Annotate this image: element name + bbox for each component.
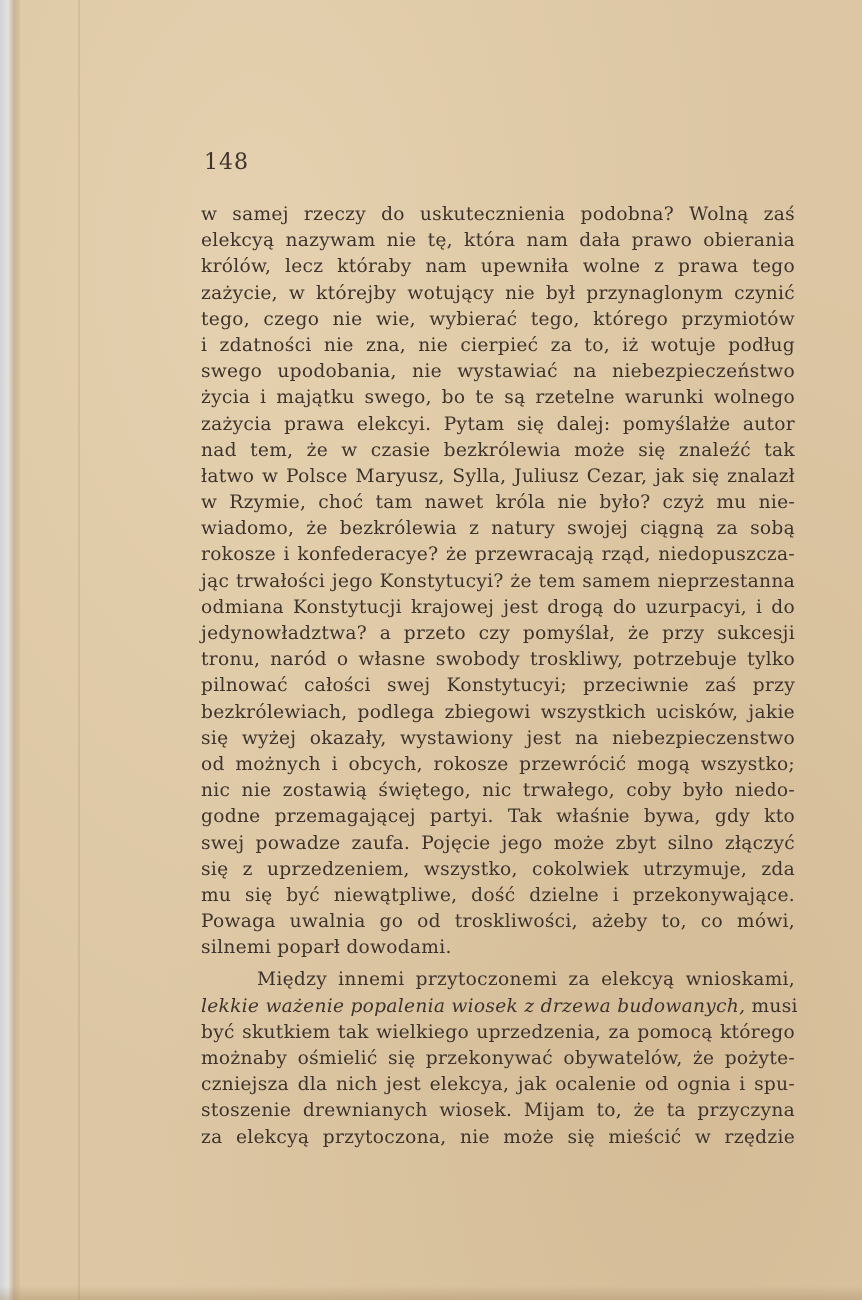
- page-binding-edge: [0, 0, 20, 1300]
- text-line: nic nie zostawią świętego, nic trwałego, coby było niedo-: [201, 780, 795, 802]
- text-line: nad tem, że w czasie bezkrólewia może się znaleźć tak: [201, 439, 795, 461]
- text-line: swej powadze zaufa. Pojęcie jego może zbyt silno złączyć: [201, 832, 795, 854]
- text-line: rokosze i konfederacye? że przewracają rząd, niedopuszcza-: [201, 544, 795, 566]
- text-line: łatwo w Polsce Maryusz, Sylla, Juliusz Cezar, jak się znalazł: [201, 465, 795, 487]
- text-line: możnaby ośmielić się przekonywać obywatelów, że pożyte-: [201, 1048, 795, 1069]
- text-line: w samej rzeczy do uskutecznienia podobna? Wolną zaś: [201, 204, 795, 225]
- text-line: w Rzymie, choć tam nawet króla nie było? czyż mu nie-: [201, 492, 795, 514]
- text-line: odmiana Konstytucji krajowej jest drogą do uzurpacyi, i do: [201, 596, 795, 618]
- text-line: [201, 994, 798, 1020]
- page-bottom-edge: [0, 1286, 862, 1300]
- text-line: życia i majątku swego, bo te są rzetelne warunki wolnego: [201, 387, 795, 409]
- text-line: się z uprzedzeniem, wszystko, cokolwiek utrzymuje, zda: [201, 858, 795, 880]
- text-line: tego, czego nie wie, wybierać tego, którego przymiotów: [201, 308, 795, 330]
- text-line: zażycie, w którejby wotujący nie był przynaglonym czynić: [201, 282, 795, 304]
- text-line: zażycia prawa elekcyi. Pytam się dalej: pomyślałże autor: [201, 413, 795, 435]
- text-line: tronu, naród o własne swobody troskliwy, potrzebuje tylko: [201, 649, 795, 671]
- italic-phrase: lekkie ważenie popalenia wiosek z drzewa budowanych,: [201, 995, 746, 1017]
- text-line: elekcyą nazywam nie tę, która nam dała prawo obierania: [201, 230, 795, 252]
- text-line: silnemi poparł dowodami.: [201, 937, 452, 959]
- text-line: królów, lecz któraby nam upewniła wolne z prawa tego: [201, 256, 795, 278]
- text-line: wiadomo, że bezkrólewia z natury swojej ciągną za sobą: [201, 518, 795, 540]
- text-line: bezkrólewiach, podlega zbiegowi wszystkich ucisków, jakie: [201, 701, 795, 723]
- page-fold-shadow: [78, 0, 80, 1300]
- text-line: czniejsza dla nich jest elekcya, jak ocalenie od ognia i spu-: [201, 1074, 795, 1096]
- text-line: się wyżej okazały, wystawiony jest na niebezpieczenstwo: [201, 727, 795, 749]
- text-line: stoszenie drewnianych wiosek. Mijam to, że ta przyczyna: [201, 1100, 795, 1122]
- text-line: jedynowładztwa? a przeto czy pomyślał, że przy sukcesji: [201, 623, 795, 644]
- text-line: i zdatności nie zna, nie cierpieć za to, iż wotuje podług: [201, 334, 795, 356]
- text-line: Powaga uwalnia go od troskliwości, ażeby to, co mówi,: [201, 911, 795, 933]
- text-line: mu się być niewątpliwe, dość dzielne i przekonywające.: [201, 884, 795, 906]
- text-fragment: musi: [745, 995, 798, 1017]
- text-line: być skutkiem tak wielkiego uprzedzenia, za pomocą którego: [201, 1021, 795, 1043]
- text-line: za elekcyą przytoczona, nie może się mieścić w rzędzie: [201, 1126, 795, 1148]
- text-line: swego upodobania, nie wystawiać na niebezpieczeństwo: [201, 361, 795, 383]
- page-number: 148: [204, 150, 249, 175]
- text-line: pilnować całości swej Konstytucyi; przeciwnie zaś przy: [201, 675, 795, 697]
- body-text: [201, 202, 798, 1151]
- text-line: Między innemi przytoczonemi za elekcyą wnioskami,: [257, 969, 795, 991]
- text-line: jąc trwałości jego Konstytucyi? że tem samem nieprzestanna: [201, 570, 795, 592]
- text-line: od możnych i obcych, rokosze przewrócić mogą wszystko;: [201, 753, 795, 775]
- text-line: godne przemagającej partyi. Tak właśnie bywa, gdy kto: [201, 806, 795, 828]
